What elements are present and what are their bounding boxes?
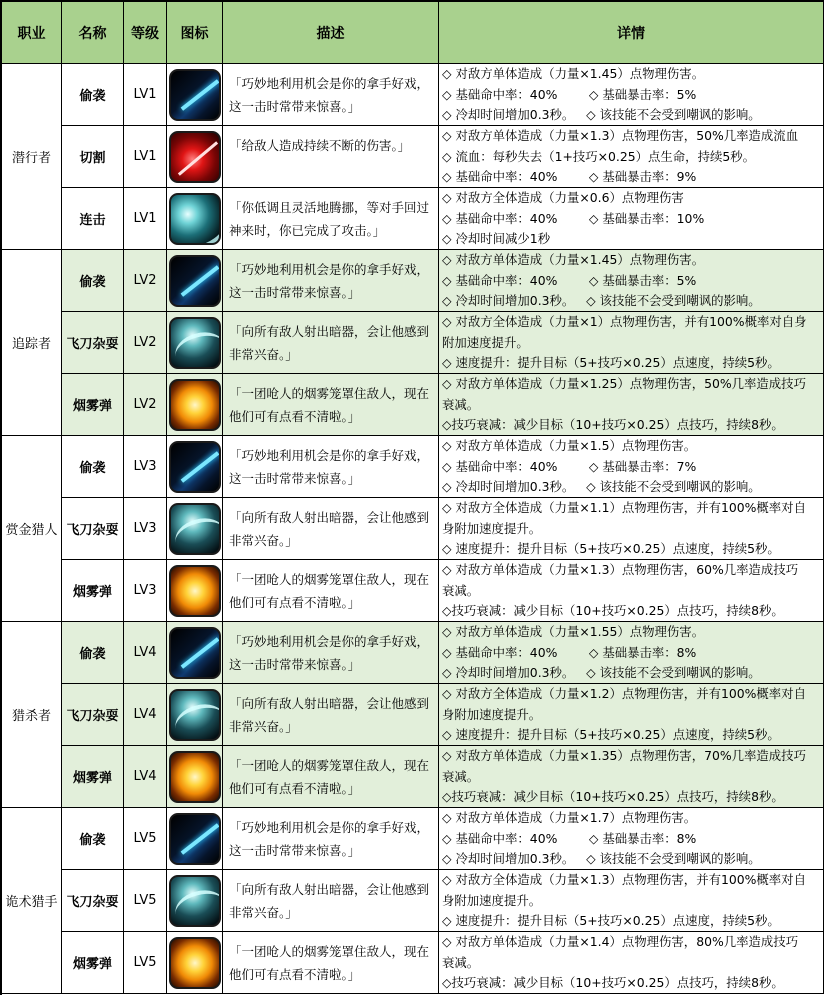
detail-line: 身附加速度提升。 bbox=[442, 706, 542, 722]
skill-icon-cell bbox=[167, 64, 223, 126]
skill-name: 飞刀杂耍 bbox=[62, 312, 124, 374]
detail-line: ◇ 冷却时间增加0.3秒。 ◇ 该技能不会受到嘲讽的影响。 bbox=[442, 665, 761, 681]
combo-slash-icon bbox=[169, 193, 221, 245]
skill-name: 飞刀杂耍 bbox=[62, 870, 124, 932]
description-line: 「向所有敌人射出暗器，会让他感到 bbox=[229, 324, 430, 339]
detail-line: ◇ 对敌方单体造成（力量×1.25）点物理伤害，50%几率造成技巧 bbox=[442, 376, 806, 391]
job-cell: 潜行者 bbox=[2, 64, 62, 250]
description-line: 这一击时常带来惊喜。」 bbox=[229, 843, 361, 858]
skill-detail bbox=[439, 932, 824, 994]
skill-icon-cell bbox=[167, 622, 223, 684]
detail-line: ◇ 对敌方全体造成（力量×1.3）点物理伤害，并有100%概率对自 bbox=[442, 872, 806, 887]
detail-line: ◇技巧衰减：减少目标（10+技巧×0.25）点技巧，持续8秒。 bbox=[442, 789, 784, 805]
description-line: 「巧妙地利用机会是你的拿手好戏， bbox=[229, 820, 430, 835]
skill-level: LV1 bbox=[124, 188, 167, 250]
skill-description bbox=[223, 560, 439, 622]
description-line: 神来时，你已完成了攻击。」 bbox=[229, 223, 386, 238]
description-line: 他们可有点看不清啦。」 bbox=[229, 595, 361, 610]
skill-detail bbox=[439, 126, 824, 188]
skill-level: LV2 bbox=[124, 250, 167, 312]
description-line: 这一击时常带来惊喜。」 bbox=[229, 285, 361, 300]
skill-description bbox=[223, 250, 439, 312]
detail-line: ◇ 冷却时间增加0.3秒。 ◇ 该技能不会受到嘲讽的影响。 bbox=[442, 107, 761, 123]
detail-line: 附加速度提升。 bbox=[442, 334, 529, 350]
skill-icon-cell bbox=[167, 560, 223, 622]
skill-name: 连击 bbox=[62, 188, 124, 250]
header-job: 职业 bbox=[2, 2, 62, 64]
skill-level: LV3 bbox=[124, 498, 167, 560]
detail-line: ◇ 冷却时间增加0.3秒。 ◇ 该技能不会受到嘲讽的影响。 bbox=[442, 851, 761, 867]
skill-level: LV4 bbox=[124, 746, 167, 808]
dagger-strike-icon bbox=[169, 255, 221, 307]
detail-line: ◇ 对敌方单体造成（力量×1.4）点物理伤害，80%几率造成技巧 bbox=[442, 934, 799, 949]
description-line: 他们可有点看不清啦。」 bbox=[229, 967, 361, 982]
skill-detail bbox=[439, 436, 824, 498]
skill-icon-cell bbox=[167, 498, 223, 560]
description-line: 这一击时常带来惊喜。」 bbox=[229, 99, 361, 114]
throwing-knives-icon bbox=[169, 689, 221, 741]
detail-line: ◇ 速度提升：提升目标（5+技巧×0.25）点速度，持续5秒。 bbox=[442, 355, 780, 371]
dagger-strike-icon bbox=[169, 813, 221, 865]
skill-icon-cell bbox=[167, 374, 223, 436]
skill-name: 飞刀杂耍 bbox=[62, 498, 124, 560]
detail-line: ◇技巧衰减：减少目标（10+技巧×0.25）点技巧，持续8秒。 bbox=[442, 603, 784, 619]
detail-line: ◇ 对敌方全体造成（力量×1.2）点物理伤害，并有100%概率对自 bbox=[442, 686, 806, 701]
skill-detail bbox=[439, 250, 824, 312]
dagger-strike-icon bbox=[169, 627, 221, 679]
description-line: 非常兴奋。」 bbox=[229, 719, 298, 734]
dagger-strike-icon bbox=[169, 441, 221, 493]
skill-level: LV5 bbox=[124, 932, 167, 994]
skill-level: LV2 bbox=[124, 374, 167, 436]
description-line: 「一团呛人的烟雾笼罩住敌人，现在 bbox=[229, 944, 430, 959]
detail-line: 身附加速度提升。 bbox=[442, 892, 542, 908]
skill-level: LV1 bbox=[124, 64, 167, 126]
detail-line: ◇技巧衰减：减少目标（10+技巧×0.25）点技巧，持续8秒。 bbox=[442, 975, 784, 991]
description-line: 非常兴奋。」 bbox=[229, 905, 298, 920]
description-line: 「一团呛人的烟雾笼罩住敌人，现在 bbox=[229, 758, 430, 773]
skill-description bbox=[223, 932, 439, 994]
detail-line: ◇ 对敌方单体造成（力量×1.3）点物理伤害，60%几率造成技巧 bbox=[442, 562, 799, 577]
skill-detail bbox=[439, 746, 824, 808]
skill-detail bbox=[439, 374, 824, 436]
detail-line: ◇ 基础命中率：40% ◇ 基础暴击率：9% bbox=[442, 169, 697, 185]
throwing-knives-icon bbox=[169, 875, 221, 927]
description-line: 「巧妙地利用机会是你的拿手好戏， bbox=[229, 76, 430, 91]
skill-name: 偷袭 bbox=[62, 622, 124, 684]
skill-detail bbox=[439, 64, 824, 126]
skill-description bbox=[223, 312, 439, 374]
header-name: 名称 bbox=[62, 2, 124, 64]
detail-line: ◇ 对敌方单体造成（力量×1.5）点物理伤害。 bbox=[442, 438, 697, 453]
skill-name: 偷袭 bbox=[62, 250, 124, 312]
detail-line: ◇ 对敌方单体造成（力量×1.55）点物理伤害。 bbox=[442, 624, 705, 639]
description-line: 「巧妙地利用机会是你的拿手好戏， bbox=[229, 448, 430, 463]
detail-line: ◇ 速度提升：提升目标（5+技巧×0.25）点速度，持续5秒。 bbox=[442, 913, 780, 929]
skill-icon-cell bbox=[167, 684, 223, 746]
detail-line: ◇ 对敌方单体造成（力量×1.45）点物理伤害。 bbox=[442, 252, 705, 267]
skill-name: 切割 bbox=[62, 126, 124, 188]
skill-detail bbox=[439, 560, 824, 622]
skill-level: LV3 bbox=[124, 436, 167, 498]
description-line: 「一团呛人的烟雾笼罩住敌人，现在 bbox=[229, 386, 430, 401]
header-detail: 详情 bbox=[439, 2, 824, 64]
detail-line: ◇ 对敌方全体造成（力量×1.1）点物理伤害，并有100%概率对自 bbox=[442, 500, 806, 515]
job-cell: 追踪者 bbox=[2, 250, 62, 436]
skill-name: 烟雾弹 bbox=[62, 560, 124, 622]
description-line: 他们可有点看不清啦。」 bbox=[229, 409, 361, 424]
skill-icon-cell bbox=[167, 436, 223, 498]
detail-line: ◇ 冷却时间增加0.3秒。 ◇ 该技能不会受到嘲讽的影响。 bbox=[442, 479, 761, 495]
skill-description bbox=[223, 188, 439, 250]
skill-description bbox=[223, 684, 439, 746]
description-line: 「巧妙地利用机会是你的拿手好戏， bbox=[229, 262, 430, 277]
skill-icon-cell bbox=[167, 250, 223, 312]
description-line: 「向所有敌人射出暗器，会让他感到 bbox=[229, 882, 430, 897]
skill-icon-cell bbox=[167, 188, 223, 250]
detail-line: ◇ 对敌方全体造成（力量×0.6）点物理伤害 bbox=[442, 190, 684, 205]
detail-line: 衰减。 bbox=[442, 768, 480, 784]
header-description: 描述 bbox=[223, 2, 439, 64]
detail-line: ◇ 对敌方单体造成（力量×1.7）点物理伤害。 bbox=[442, 810, 697, 825]
skill-detail bbox=[439, 684, 824, 746]
skill-description bbox=[223, 622, 439, 684]
skill-detail bbox=[439, 188, 824, 250]
skill-description bbox=[223, 126, 439, 188]
detail-line: ◇ 冷却时间减少1秒 bbox=[442, 231, 551, 247]
detail-line: ◇ 基础命中率：40% ◇ 基础暴击率：5% bbox=[442, 272, 697, 288]
detail-line: ◇ 对敌方单体造成（力量×1.3）点物理伤害，50%几率造成流血 bbox=[442, 128, 799, 143]
smoke-bomb-icon bbox=[169, 565, 221, 617]
description-line: 「一团呛人的烟雾笼罩住敌人，现在 bbox=[229, 572, 430, 587]
detail-line: 衰减。 bbox=[442, 582, 480, 598]
skill-description bbox=[223, 64, 439, 126]
detail-line: ◇ 对敌方单体造成（力量×1.45）点物理伤害。 bbox=[442, 66, 705, 81]
skill-icon-cell bbox=[167, 932, 223, 994]
smoke-bomb-icon bbox=[169, 937, 221, 989]
detail-line: ◇ 速度提升：提升目标（5+技巧×0.25）点速度，持续5秒。 bbox=[442, 541, 780, 557]
detail-line: ◇ 基础命中率：40% ◇ 基础暴击率：8% bbox=[442, 830, 697, 846]
detail-line: ◇ 对敌方全体造成（力量×1）点物理伤害，并有100%概率对自身 bbox=[442, 314, 807, 329]
throwing-knives-icon bbox=[169, 503, 221, 555]
detail-line: ◇ 基础命中率：40% ◇ 基础暴击率：8% bbox=[442, 644, 697, 660]
description-line: 「向所有敌人射出暗器，会让他感到 bbox=[229, 696, 430, 711]
skill-icon-cell bbox=[167, 312, 223, 374]
skill-description bbox=[223, 746, 439, 808]
job-cell: 赏金猎人 bbox=[2, 436, 62, 622]
skill-description bbox=[223, 436, 439, 498]
skill-level: LV4 bbox=[124, 622, 167, 684]
description-line: 「你低调且灵活地腾挪，等对手回过 bbox=[229, 200, 430, 215]
detail-line: ◇ 基础命中率：40% ◇ 基础暴击率：7% bbox=[442, 458, 697, 474]
skill-detail bbox=[439, 870, 824, 932]
description-line: 这一击时常带来惊喜。」 bbox=[229, 657, 361, 672]
detail-line: 身附加速度提升。 bbox=[442, 520, 542, 536]
description-line: 这一击时常带来惊喜。」 bbox=[229, 471, 361, 486]
skill-description bbox=[223, 808, 439, 870]
skill-name: 烟雾弹 bbox=[62, 374, 124, 436]
throwing-knives-icon bbox=[169, 317, 221, 369]
detail-line: ◇ 基础命中率：40% ◇ 基础暴击率：10% bbox=[442, 210, 705, 226]
skill-icon-cell bbox=[167, 870, 223, 932]
skill-detail bbox=[439, 498, 824, 560]
header-icon: 图标 bbox=[167, 2, 223, 64]
dagger-strike-icon bbox=[169, 69, 221, 121]
skill-detail bbox=[439, 808, 824, 870]
skill-level: LV2 bbox=[124, 312, 167, 374]
skill-name: 偷袭 bbox=[62, 808, 124, 870]
skill-icon-cell bbox=[167, 808, 223, 870]
skill-name: 烟雾弹 bbox=[62, 746, 124, 808]
detail-line: 衰减。 bbox=[442, 396, 480, 412]
skill-icon-cell bbox=[167, 126, 223, 188]
job-cell: 诡术猎手 bbox=[2, 808, 62, 994]
skill-name: 偷袭 bbox=[62, 436, 124, 498]
job-cell: 猎杀者 bbox=[2, 622, 62, 808]
detail-line: ◇ 速度提升：提升目标（5+技巧×0.25）点速度，持续5秒。 bbox=[442, 727, 780, 743]
header-level: 等级 bbox=[124, 2, 167, 64]
description-line: 「给敌人造成持续不断的伤害。」 bbox=[229, 138, 411, 153]
skill-detail bbox=[439, 312, 824, 374]
skill-description bbox=[223, 374, 439, 436]
detail-line: ◇ 冷却时间增加0.3秒。 ◇ 该技能不会受到嘲讽的影响。 bbox=[442, 293, 761, 309]
description-line: 「巧妙地利用机会是你的拿手好戏， bbox=[229, 634, 430, 649]
skill-level: LV5 bbox=[124, 808, 167, 870]
description-line: 非常兴奋。」 bbox=[229, 533, 298, 548]
detail-line: 衰减。 bbox=[442, 954, 480, 970]
skill-level: LV1 bbox=[124, 126, 167, 188]
skill-detail bbox=[439, 622, 824, 684]
skill-name: 偷袭 bbox=[62, 64, 124, 126]
skill-description bbox=[223, 498, 439, 560]
skill-level: LV3 bbox=[124, 560, 167, 622]
description-line: 他们可有点看不清啦。」 bbox=[229, 781, 361, 796]
detail-line: ◇技巧衰减：减少目标（10+技巧×0.25）点技巧，持续8秒。 bbox=[442, 417, 784, 433]
detail-line: ◇ 对敌方单体造成（力量×1.35）点物理伤害，70%几率造成技巧 bbox=[442, 748, 806, 763]
description-line: 非常兴奋。」 bbox=[229, 347, 298, 362]
smoke-bomb-icon bbox=[169, 379, 221, 431]
bleed-slash-icon bbox=[169, 131, 221, 183]
skill-level: LV5 bbox=[124, 870, 167, 932]
skill-name: 烟雾弹 bbox=[62, 932, 124, 994]
detail-line: ◇ 流血：每秒失去（1+技巧×0.25）点生命，持续5秒。 bbox=[442, 148, 756, 164]
skill-name: 飞刀杂耍 bbox=[62, 684, 124, 746]
smoke-bomb-icon bbox=[169, 751, 221, 803]
description-line: 「向所有敌人射出暗器，会让他感到 bbox=[229, 510, 430, 525]
skill-level: LV4 bbox=[124, 684, 167, 746]
detail-line: ◇ 基础命中率：40% ◇ 基础暴击率：5% bbox=[442, 86, 697, 102]
skill-icon-cell bbox=[167, 746, 223, 808]
skill-description bbox=[223, 870, 439, 932]
